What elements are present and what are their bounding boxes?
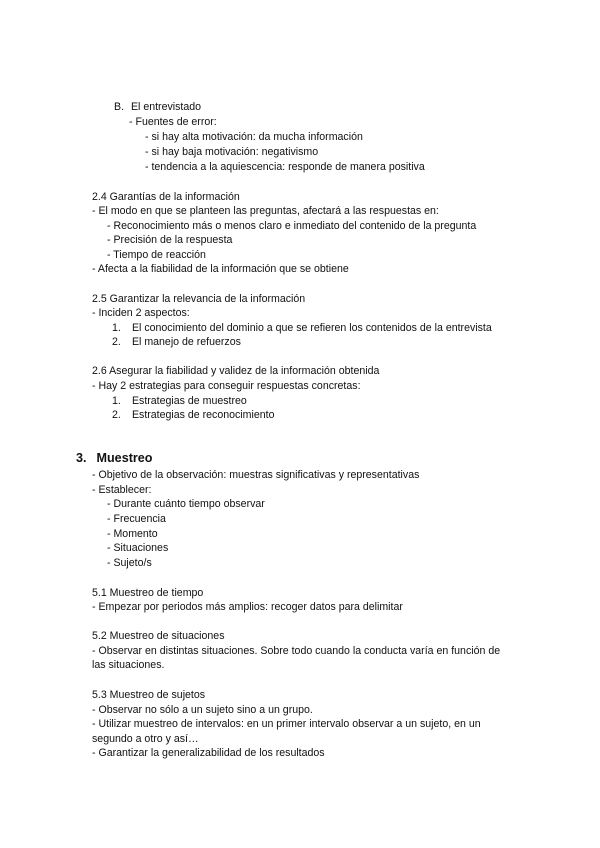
section-5-2-line: las situaciones.: [92, 659, 165, 671]
section-b-label: B.: [114, 101, 125, 113]
section-5-3-line: - Observar no sólo a un sujeto sino a un grupo.: [92, 704, 313, 716]
list-item: - Situaciones: [107, 542, 169, 554]
section-5-3-title: 5.3 Muestreo de sujetos: [92, 689, 206, 701]
section-2-5-title: 2.5 Garantizar la relevancia de la información: [92, 293, 306, 305]
item-number: 1.: [112, 395, 121, 407]
establecer-line: - Establecer:: [92, 484, 152, 496]
list-item: - Frecuencia: [107, 513, 166, 525]
item-number: 2.: [112, 409, 121, 421]
section-2-4-outro: - Afecta a la fiabilidad de la información que se obtiene: [92, 263, 349, 275]
section-5-1-text: - Empezar por periodos más amplios: recoger datos para delimitar: [92, 601, 403, 613]
objetivo-line: - Objetivo de la observación: muestras significativas y representativas: [92, 469, 420, 481]
section-2-4-title: 2.4 Garantías de la información: [92, 191, 240, 203]
list-item: - Reconocimiento más o menos claro e inmediato del contenido de la pregunta: [107, 220, 477, 232]
numbered-item: [112, 394, 247, 409]
item-text: El manejo de refuerzos: [131, 336, 241, 348]
fuentes-error-label: - Fuentes de error:: [129, 116, 217, 128]
section-2-6-intro: - Hay 2 estrategias para conseguir respuestas concretas:: [92, 380, 361, 392]
list-item: - Tiempo de reacción: [107, 249, 206, 261]
section-b-title: El entrevistado: [130, 101, 202, 113]
section-2-4-intro: - El modo en que se planteen las preguntas, afectará a las respuestas en:: [92, 205, 439, 217]
item-number: 1.: [112, 322, 121, 334]
section-5-3-line: - Garantizar la generalizabilidad de los resultados: [92, 747, 325, 759]
section-2-5-intro: - Inciden 2 aspectos:: [92, 307, 190, 319]
list-item: - Sujeto/s: [107, 557, 152, 569]
item-text: El conocimiento del dominio a que se refieren los contenidos de la entrevista: [131, 322, 492, 334]
list-item: - tendencia a la aquiescencia: responde de manera positiva: [145, 161, 425, 173]
list-item: - si hay alta motivación: da mucha información: [145, 131, 363, 143]
list-item: - Durante cuánto tiempo observar: [107, 498, 265, 510]
section-5-2-line: - Observar en distintas situaciones. Sobre todo cuando la conducta varía en función de: [92, 645, 501, 657]
section-3-number: 3.: [76, 451, 87, 465]
numbered-item: [112, 335, 241, 350]
section-5-3-line: - Utilizar muestreo de intervalos: en un primer intervalo observar a un sujeto, en un: [92, 718, 481, 730]
item-text: Estrategias de reconocimiento: [131, 409, 275, 421]
section-5-2-title: 5.2 Muestreo de situaciones: [92, 630, 225, 642]
numbered-item: [112, 321, 492, 336]
section-5-1-title: 5.1 Muestreo de tiempo: [92, 587, 204, 599]
section-5-3-line: segundo a otro y así…: [92, 733, 199, 745]
list-item: - si hay baja motivación: negativismo: [145, 146, 319, 158]
section-b-heading: [114, 100, 201, 115]
list-item: - Precisión de la respuesta: [107, 234, 233, 246]
item-text: Estrategias de muestreo: [131, 395, 247, 407]
list-item: - Momento: [107, 528, 158, 540]
section-3-heading: [76, 451, 152, 466]
section-3-title: Muestreo: [96, 451, 153, 465]
item-number: 2.: [112, 336, 121, 348]
numbered-item: [112, 408, 274, 423]
section-2-6-title: 2.6 Asegurar la fiabilidad y validez de la información obtenida: [92, 365, 380, 377]
